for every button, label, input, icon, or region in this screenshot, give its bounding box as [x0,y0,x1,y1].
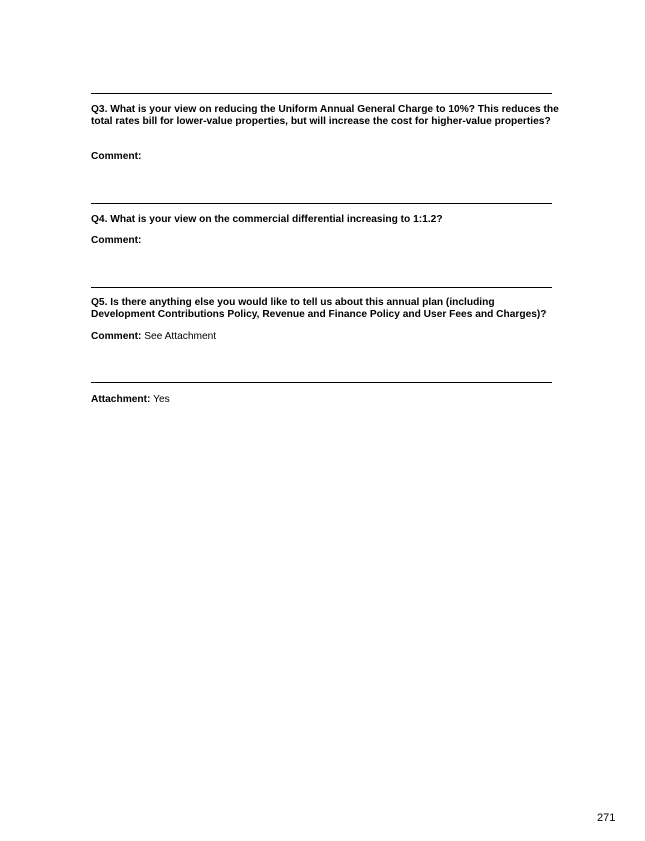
attachment-label: Attachment: [91,394,151,405]
q3-comment [91,151,561,163]
section-divider [91,287,552,288]
q5-comment [91,331,561,343]
section-divider [91,382,552,383]
section-divider [91,203,552,204]
section-divider [91,93,552,94]
q5-question: Q5. Is there anything else you would like to tell us about this annual plan (including Development Contributions Policy, Revenue and Finance Policy and User Fees and Charges)? [91,297,547,321]
q4-comment [91,235,561,247]
q4-question: Q4. What is your view on the commercial differential increasing to 1:1.2? [91,214,443,225]
attachment-line [91,394,561,406]
q3-comment-label: Comment: [91,151,142,162]
q5-comment-value: See Attachment [144,331,217,342]
q3-question: Q3. What is your view on reducing the Uniform Annual General Charge to 10%? This reduces the total rates bill for lower-value properties, but will increase the cost for higher-value properties? [91,104,559,128]
q4-comment-label: Comment: [91,235,142,246]
page-number: 271 [597,812,616,824]
attachment-value: Yes [153,394,170,405]
q5-comment-label: Comment: [91,331,142,342]
